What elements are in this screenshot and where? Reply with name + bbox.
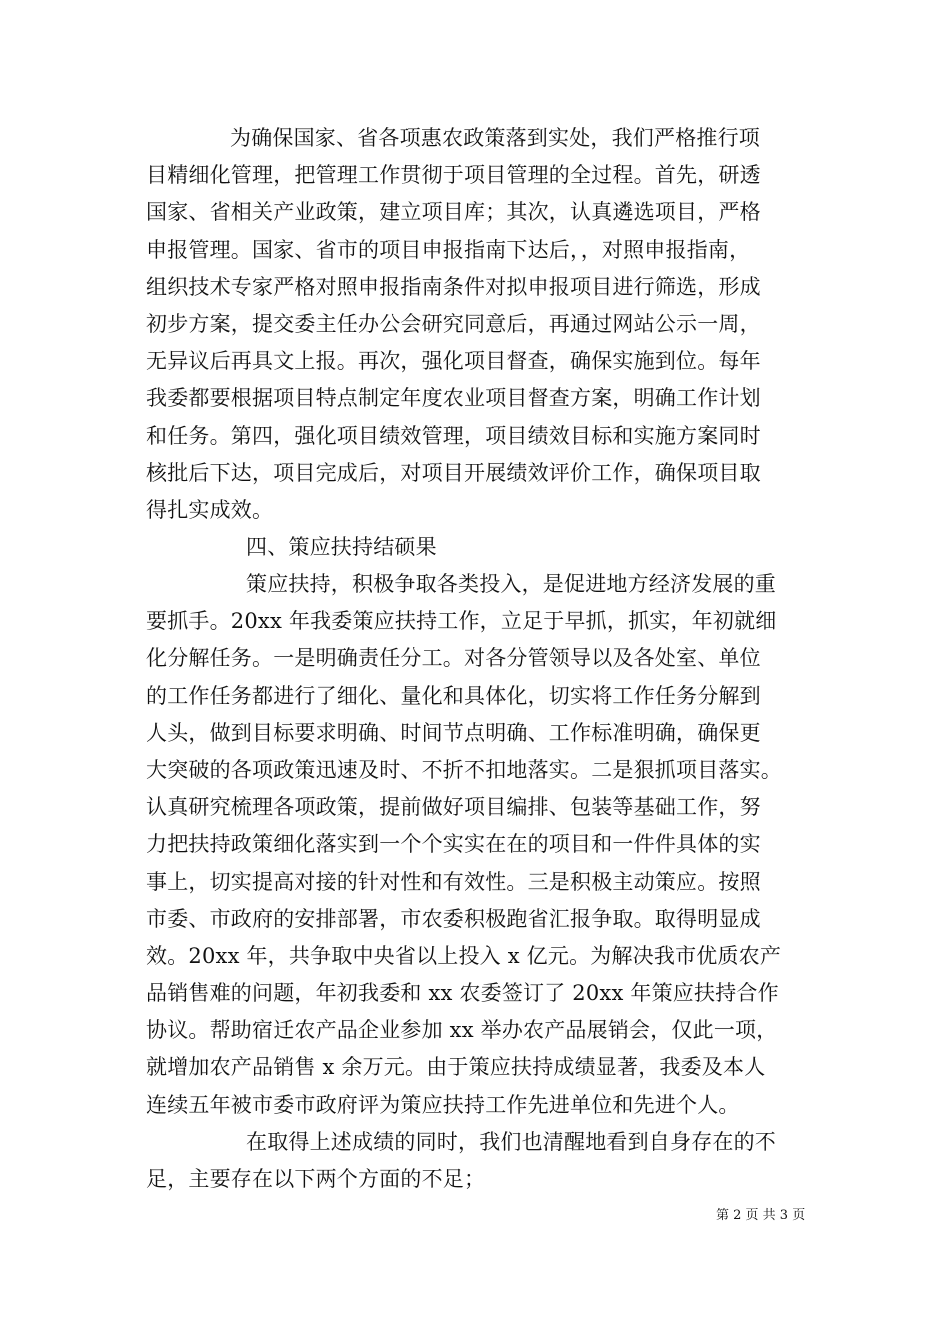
- text-line: 为确保国家、省各项惠农政策落到实处，我们严格推行项: [230, 126, 760, 150]
- text-line: 初步方案，提交委主任办公会研究同意后，再通过网站公示一周，: [146, 311, 761, 336]
- text-line: 市委、市政府的安排部署，市农委积极跑省汇报争取。取得明显成: [146, 906, 761, 931]
- text-line: 效。20xx 年，共争取中央省以上投入 x 亿元。为解决我市优质农产: [146, 943, 782, 968]
- text-line: 得扎实成效。: [146, 497, 274, 522]
- text-line: 申报管理。国家、省市的项目申报指南下达后，，对照申报指南，: [146, 237, 751, 262]
- text-line: 化分解任务。一是明确责任分工。对各分管领导以及各处室、单位: [146, 646, 761, 671]
- paragraph-project-management: [146, 120, 826, 529]
- text-line: 要抓手。20xx 年我委策应扶持工作，立足于早抓，抓实，年初就细: [146, 609, 777, 634]
- text-line: 国家、省相关产业政策，建立项目库；其次，认真遴选项目，严格: [146, 200, 761, 225]
- text-line: 和任务。第四，强化项目绩效管理，项目绩效目标和实施方案同时: [146, 423, 761, 448]
- text-line: 目精细化管理，把管理工作贯彻于项目管理的全过程。首先，研透: [146, 163, 761, 188]
- text-line: 核批后下达，项目完成后，对项目开展绩效评价工作，确保项目取: [146, 460, 761, 485]
- text-line: 协议。帮助宿迁农产品企业参加 xx 举办农产品展销会，仅此一项，: [146, 1018, 778, 1043]
- text-line: 人头，做到目标要求明确、时间节点明确、工作标准明确，确保更: [146, 720, 761, 745]
- text-line: 事上，切实提高对接的针对性和有效性。三是积极主动策应。按照: [146, 869, 761, 894]
- text-line: 策应扶持，积极争取各类投入，是促进地方经济发展的重: [246, 572, 776, 596]
- text-line: 无异议后再具文上报。再次，强化项目督查，确保实施到位。每年: [146, 349, 761, 374]
- text-line: 的工作任务都进行了细化、量化和具体化，切实将工作任务分解到: [146, 683, 761, 708]
- text-line: 品销售难的问题，年初我委和 xx 农委签订了 20xx 年策应扶持合作: [146, 981, 779, 1006]
- heading-text: 四、策应扶持结硕果: [246, 535, 437, 559]
- text-line: 足，主要存在以下两个方面的不足；: [146, 1167, 486, 1192]
- text-line: 连续五年被市委市政府评为策应扶持工作先进单位和先进个人。: [146, 1092, 740, 1117]
- text-line: 在取得上述成绩的同时，我们也清醒地看到自身存在的不: [246, 1130, 776, 1154]
- paragraph-support-work: [146, 566, 826, 1124]
- text-line: 大突破的各项政策迅速及时、不折不扣地落实。二是狠抓项目落实。: [146, 757, 782, 782]
- section-heading: [146, 529, 826, 566]
- text-line: 认真研究梳理各项政策，提前做好项目编排、包装等基础工作，努: [146, 795, 761, 820]
- paragraph-shortcomings: [146, 1124, 826, 1198]
- text-line: 就增加农产品销售 x 余万元。由于策应扶持成绩显著，我委及本人: [146, 1055, 766, 1080]
- text-line: 我委都要根据项目特点制定年度农业项目督查方案，明确工作计划: [146, 386, 761, 411]
- page-number-footer: 第 2 页 共 3 页: [716, 1208, 806, 1223]
- text-line: 力把扶持政策细化落实到一个个实实在在的项目和一件件具体的实: [146, 832, 761, 857]
- text-line: 组织技术专家严格对照申报指南条件对拟申报项目进行筛选，形成: [146, 274, 761, 299]
